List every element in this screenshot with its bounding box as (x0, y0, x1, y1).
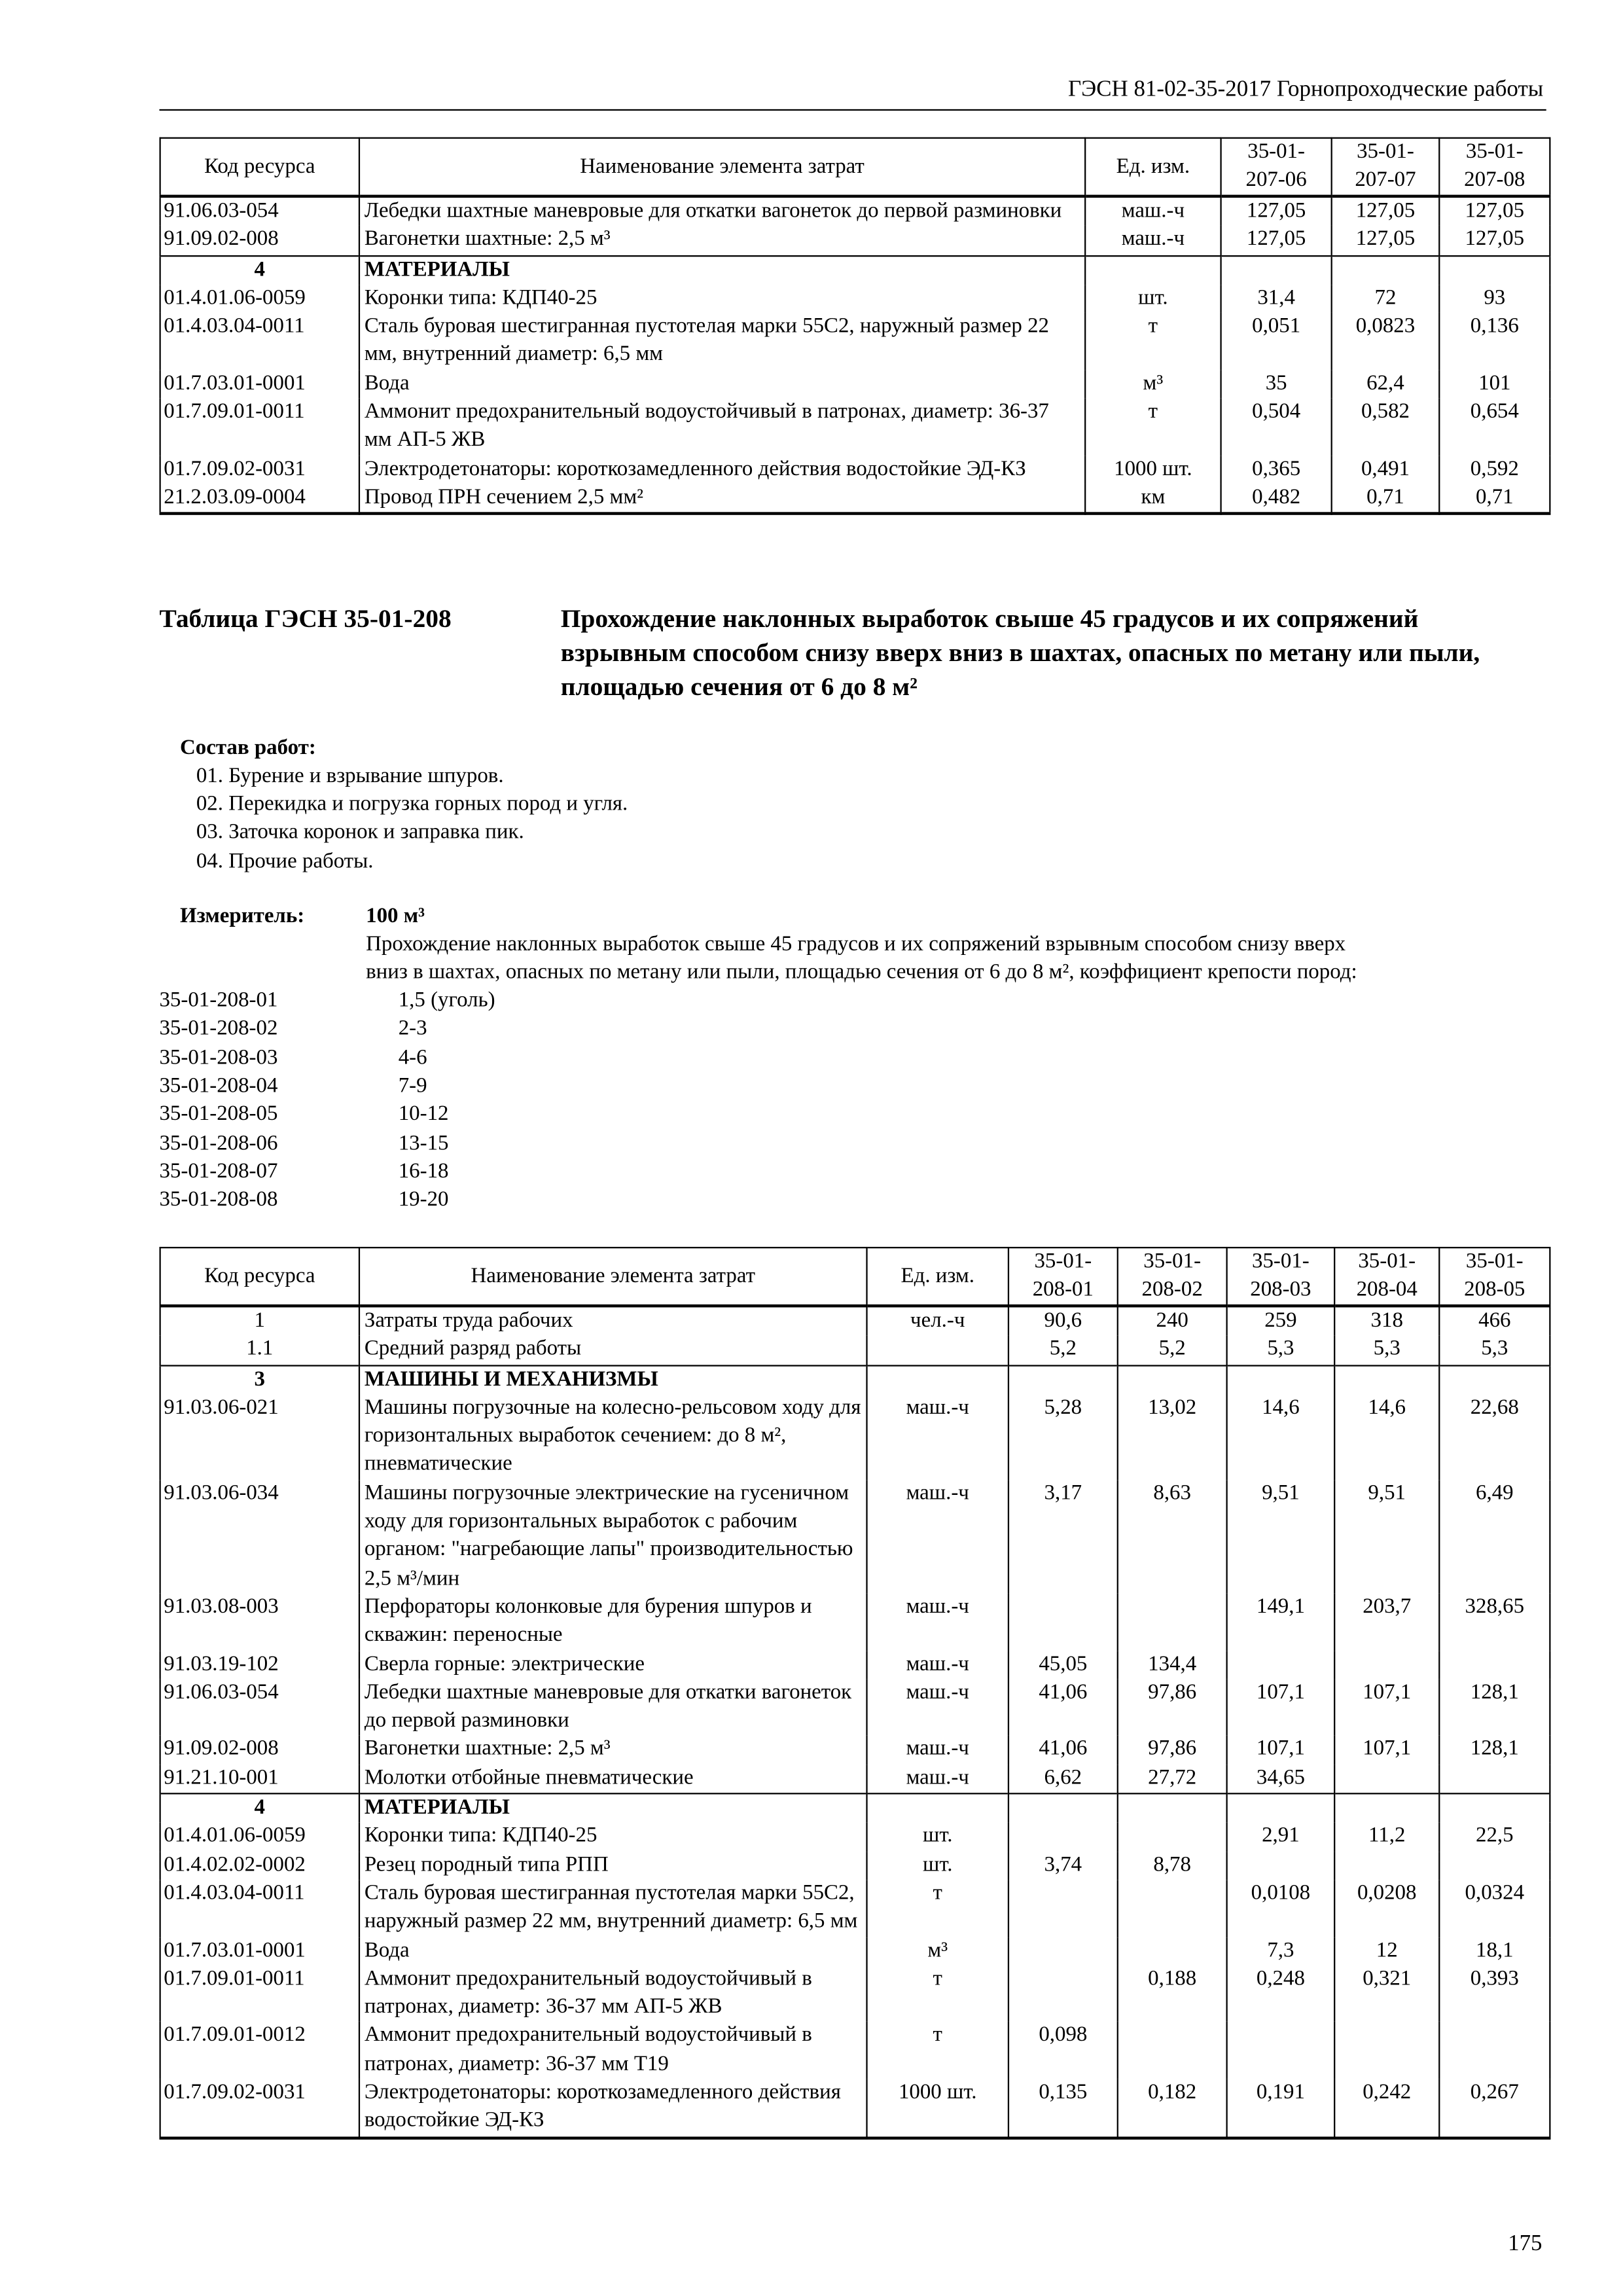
value-cell: 22,5 (1439, 1823, 1550, 1852)
table-row (160, 2022, 1550, 2079)
value-cell (1118, 1365, 1227, 1395)
unit: т (867, 2022, 1008, 2079)
resource-code: 91.06.03-054 (160, 1679, 359, 1736)
table-row (160, 1594, 1550, 1651)
work-step: 01. Бурение и взрывание шпуров. (196, 764, 504, 788)
value-cell (1227, 1365, 1335, 1395)
value-cell (1008, 1965, 1118, 2022)
header-row (160, 1247, 1550, 1306)
resource-name: Аммонит предохранительный водоустойчивый в патронах, диаметр: 36-37 мм АП-5 ЖВ (359, 399, 1085, 456)
value-cell: 0,393 (1439, 1965, 1550, 2022)
value-cell: 5,28 (1008, 1394, 1118, 1480)
table-row (160, 196, 1550, 226)
value-cell: 7,3 (1227, 1937, 1335, 1965)
value-cell: 127,05 (1332, 196, 1440, 226)
table-row (160, 399, 1550, 456)
value-cell: 0,321 (1334, 1965, 1439, 2022)
resource-code: 3 (160, 1365, 359, 1395)
measure-item-code: 35-01-208-04 (159, 1074, 278, 1098)
value-cell: 45,05 (1008, 1651, 1118, 1679)
unit: т (1085, 313, 1221, 370)
value-cell (1221, 255, 1332, 285)
value-cell: 0,242 (1334, 2079, 1439, 2138)
value-cell: 5,2 (1118, 1336, 1227, 1365)
resource-name: Перфораторы колонковые для бурения шпуров и скважин: переносные (359, 1594, 867, 1651)
resource-code: 01.7.09.02-0031 (160, 2079, 359, 2138)
value-cell: 0,491 (1332, 456, 1440, 484)
table-row (160, 1679, 1550, 1736)
column-header: 35-01- 207-08 (1439, 138, 1550, 196)
value-cell (1439, 1651, 1550, 1679)
measure-item-value: 2-3 (398, 1017, 427, 1041)
value-cell: 90,6 (1008, 1306, 1118, 1336)
value-cell: 0,188 (1118, 1965, 1227, 2022)
value-cell (1008, 1594, 1118, 1651)
table-row (160, 285, 1550, 314)
unit (867, 1365, 1008, 1395)
table-row (160, 1306, 1550, 1336)
column-header: Код ресурса (160, 1247, 359, 1306)
unit: маш.-ч (867, 1679, 1008, 1736)
value-cell: 41,06 (1008, 1736, 1118, 1765)
table-row (160, 1736, 1550, 1765)
resource-name: МАШИНЫ И МЕХАНИЗМЫ (359, 1365, 867, 1395)
resource-code: 91.03.19-102 (160, 1651, 359, 1679)
table-section (160, 196, 1550, 255)
work-step: 03. Заточка коронок и заправка пик. (196, 821, 524, 845)
value-cell: 127,05 (1221, 226, 1332, 256)
resource-name: Коронки типа: КДП40-25 (359, 1823, 867, 1852)
measure-description: вниз в шахтах, опасных по метану или пыли, площадью сечения от 6 до 8 м², коэффициент крепости пород: (366, 961, 1357, 985)
value-cell: 31,4 (1221, 285, 1332, 314)
resource-code: 01.7.09.02-0031 (160, 456, 359, 484)
page-number: 175 (1508, 2231, 1543, 2257)
value-cell: 0,0324 (1439, 1880, 1550, 1937)
value-cell: 0,248 (1227, 1965, 1335, 2022)
measure-item-value: 4-6 (398, 1045, 427, 1069)
table-row (160, 1937, 1550, 1965)
value-cell (1439, 1852, 1550, 1880)
resource-name: Сталь буровая шестигранная пустотелая марки 55С2, наружный размер 22 мм, внутренний диаметр: 6,5 мм (359, 1880, 867, 1937)
value-cell (1008, 1365, 1118, 1395)
resource-code: 01.4.03.04-0011 (160, 1880, 359, 1937)
value-cell: 0,182 (1118, 2079, 1227, 2138)
measure-item-code: 35-01-208-03 (159, 1045, 278, 1069)
resource-code: 91.09.02-008 (160, 226, 359, 256)
resource-code: 91.21.10-001 (160, 1765, 359, 1794)
measure-item-code: 35-01-208-08 (159, 1188, 278, 1212)
value-cell: 9,51 (1334, 1480, 1439, 1594)
resource-name: МАТЕРИАЛЫ (359, 255, 1085, 285)
value-cell: 107,1 (1227, 1679, 1335, 1736)
resource-name: Молотки отбойные пневматические (359, 1765, 867, 1794)
resource-name: Сверла горные: электрические (359, 1651, 867, 1679)
value-cell: 14,6 (1334, 1394, 1439, 1480)
value-cell: 97,86 (1118, 1736, 1227, 1765)
column-header: Наименование элемента затрат (359, 1247, 867, 1306)
table-row (160, 2079, 1550, 2138)
value-cell (1334, 1365, 1439, 1395)
value-cell: 240 (1118, 1306, 1227, 1336)
resource-code: 01.7.03.01-0001 (160, 1937, 359, 1965)
value-cell: 0,267 (1439, 2079, 1550, 2138)
unit: маш.-ч (867, 1394, 1008, 1480)
column-header: 35-01- 208-04 (1334, 1247, 1439, 1306)
work-step: 04. Прочие работы. (196, 849, 374, 873)
table-row (160, 456, 1550, 484)
section-header-row (160, 255, 1550, 285)
unit: км (1085, 484, 1221, 514)
table-header (160, 138, 1550, 196)
unit: чел.-ч (867, 1306, 1008, 1336)
value-cell: 9,51 (1227, 1480, 1335, 1594)
column-header: Код ресурса (160, 138, 359, 196)
value-cell: 5,3 (1334, 1336, 1439, 1365)
value-cell: 134,4 (1118, 1651, 1227, 1679)
value-cell: 0,654 (1439, 399, 1550, 456)
work-step: 02. Перекидка и погрузка горных пород и угля. (196, 793, 628, 817)
value-cell (1008, 1937, 1118, 1965)
table-row (160, 1880, 1550, 1937)
unit: 1000 шт. (867, 2079, 1008, 2138)
header-row (160, 138, 1550, 196)
value-cell (1439, 1365, 1550, 1395)
measure-item-value: 19-20 (398, 1188, 449, 1212)
resource-name: МАТЕРИАЛЫ (359, 1793, 867, 1823)
value-cell: 5,2 (1008, 1336, 1118, 1365)
value-cell: 0,504 (1221, 399, 1332, 456)
unit: маш.-ч (867, 1480, 1008, 1594)
column-header: 35-01- 208-01 (1008, 1247, 1118, 1306)
resource-code: 91.09.02-008 (160, 1736, 359, 1765)
value-cell: 0,0108 (1227, 1880, 1335, 1937)
value-cell: 0,365 (1221, 456, 1332, 484)
value-cell: 0,0208 (1334, 1880, 1439, 1937)
resource-name: Вода (359, 370, 1085, 399)
column-header: 35-01- 208-03 (1227, 1247, 1335, 1306)
table-row (160, 1336, 1550, 1365)
unit: 1000 шт. (1085, 456, 1221, 484)
unit: маш.-ч (867, 1765, 1008, 1794)
section-header-row (160, 1365, 1550, 1395)
table-row (160, 1823, 1550, 1852)
value-cell (1334, 1852, 1439, 1880)
section-header-row (160, 1793, 1550, 1823)
value-cell: 8,78 (1118, 1852, 1227, 1880)
value-cell: 0,582 (1332, 399, 1440, 456)
resource-code: 01.4.01.06-0059 (160, 1823, 359, 1852)
value-cell: 107,1 (1334, 1736, 1439, 1765)
resource-name: Вагонетки шахтные: 2,5 м³ (359, 1736, 867, 1765)
unit: т (867, 1880, 1008, 1937)
value-cell: 35 (1221, 370, 1332, 399)
resource-name: Вагонетки шахтные: 2,5 м³ (359, 226, 1085, 256)
resource-name: Аммонит предохранительный водоустойчивый в патронах, диаметр: 36-37 мм Т19 (359, 2022, 867, 2079)
resource-name: Электродетонаторы: короткозамедленного действия водостойкие ЭД-КЗ (359, 2079, 867, 2138)
value-cell: 0,098 (1008, 2022, 1118, 2079)
unit: маш.-ч (867, 1736, 1008, 1765)
column-header: 35-01- 207-06 (1221, 138, 1332, 196)
value-cell: 127,05 (1332, 226, 1440, 256)
value-cell: 14,6 (1227, 1394, 1335, 1480)
value-cell: 13,02 (1118, 1394, 1227, 1480)
column-header: Ед. изм. (867, 1247, 1008, 1306)
value-cell: 27,72 (1118, 1765, 1227, 1794)
value-cell: 34,65 (1227, 1765, 1335, 1794)
value-cell (1227, 1651, 1335, 1679)
value-cell: 3,74 (1008, 1852, 1118, 1880)
value-cell: 127,05 (1439, 226, 1550, 256)
work-composition-label: Состав работ: (180, 736, 316, 761)
resource-name: Средний разряд работы (359, 1336, 867, 1365)
value-cell (1118, 2022, 1227, 2079)
measure-value: 100 м³ (366, 905, 425, 929)
measure-item-value: 16-18 (398, 1159, 449, 1183)
value-cell (1332, 255, 1440, 285)
value-cell: 93 (1439, 285, 1550, 314)
value-cell: 127,05 (1439, 196, 1550, 226)
value-cell (1008, 1880, 1118, 1937)
table-row (160, 484, 1550, 514)
table-row (160, 1852, 1550, 1880)
resource-code: 1.1 (160, 1336, 359, 1365)
unit: т (1085, 399, 1221, 456)
value-cell: 0,051 (1221, 313, 1332, 370)
value-cell: 107,1 (1334, 1679, 1439, 1736)
value-cell (1118, 1937, 1227, 1965)
resource-name: Сталь буровая шестигранная пустотелая марки 55С2, наружный размер 22 мм, внутренний диаметр: 6,5 мм (359, 313, 1085, 370)
value-cell: 18,1 (1439, 1937, 1550, 1965)
table-title: Прохождение наклонных выработок свыше 45 градусов и их сопряжений взрывным способом снизу вверх вниз в шахтах, опасных по метану или пыли, площадью сечения от 6 до 8 м² (560, 603, 1480, 701)
unit: маш.-ч (867, 1651, 1008, 1679)
resource-table-207 (159, 137, 1550, 516)
resource-code: 91.03.06-034 (160, 1480, 359, 1594)
measure-item-code: 35-01-208-07 (159, 1159, 278, 1183)
value-cell (1008, 1793, 1118, 1823)
table-row (160, 1765, 1550, 1794)
resource-name: Резец породный типа РПП (359, 1852, 867, 1880)
resource-code: 4 (160, 1793, 359, 1823)
value-cell: 0,191 (1227, 2079, 1335, 2138)
value-cell: 0,71 (1332, 484, 1440, 514)
table-row (160, 1965, 1550, 2022)
running-header: ГЭСН 81-02-35-2017 Горнопроходческие работы (1067, 77, 1544, 102)
unit (867, 1336, 1008, 1365)
table-row (160, 313, 1550, 370)
resource-code: 01.7.09.01-0012 (160, 2022, 359, 2079)
value-cell (1227, 1852, 1335, 1880)
value-cell: 259 (1227, 1306, 1335, 1336)
column-header: Наименование элемента затрат (359, 138, 1085, 196)
table-row (160, 1394, 1550, 1480)
value-cell: 11,2 (1334, 1823, 1439, 1852)
unit: м³ (1085, 370, 1221, 399)
resource-name: Провод ПРН сечением 2,5 мм² (359, 484, 1085, 514)
value-cell: 0,482 (1221, 484, 1332, 514)
value-cell (1439, 1765, 1550, 1794)
value-cell: 0,135 (1008, 2079, 1118, 2138)
value-cell: 0,71 (1439, 484, 1550, 514)
value-cell (1008, 1823, 1118, 1852)
value-cell: 72 (1332, 285, 1440, 314)
value-cell: 62,4 (1332, 370, 1440, 399)
resource-code: 4 (160, 255, 359, 285)
value-cell: 107,1 (1227, 1736, 1335, 1765)
resource-code: 1 (160, 1306, 359, 1336)
value-cell (1334, 1651, 1439, 1679)
resource-name: Лебедки шахтные маневровые для откатки вагонеток до первой разминовки (359, 1679, 867, 1736)
unit: маш.-ч (1085, 196, 1221, 226)
unit: шт. (867, 1852, 1008, 1880)
measure-item-value: 10-12 (398, 1102, 449, 1126)
unit: маш.-ч (867, 1594, 1008, 1651)
value-cell: 0,136 (1439, 313, 1550, 370)
value-cell: 5,3 (1439, 1336, 1550, 1365)
value-cell (1118, 1793, 1227, 1823)
resource-name: Вода (359, 1937, 867, 1965)
table-label: Таблица ГЭСН 35-01-208 (159, 603, 452, 634)
unit: шт. (867, 1823, 1008, 1852)
value-cell (1227, 2022, 1335, 2079)
table-row (160, 226, 1550, 256)
value-cell: 6,62 (1008, 1765, 1118, 1794)
table-header (160, 1247, 1550, 1306)
resource-code: 91.03.08-003 (160, 1594, 359, 1651)
unit (1085, 255, 1221, 285)
value-cell: 12 (1334, 1937, 1439, 1965)
resource-name: Электродетонаторы: короткозамедленного действия водостойкие ЭД-КЗ (359, 456, 1085, 484)
value-cell (1334, 1765, 1439, 1794)
table-row (160, 1651, 1550, 1679)
value-cell: 0,0823 (1332, 313, 1440, 370)
table-section (160, 255, 1550, 514)
resource-name: Машины погрузочные электрические на гусеничном ходу для горизонтальных выработок с рабочим органом: "нагребающие лапы" производительностью 2,5 м³/мин (359, 1480, 867, 1594)
resource-code: 01.4.03.04-0011 (160, 313, 359, 370)
table-section (160, 1793, 1550, 2137)
unit: т (867, 1965, 1008, 2022)
measure-item-code: 35-01-208-05 (159, 1102, 278, 1126)
value-cell (1439, 1793, 1550, 1823)
resource-code: 01.4.01.06-0059 (160, 285, 359, 314)
unit: м³ (867, 1937, 1008, 1965)
value-cell: 203,7 (1334, 1594, 1439, 1651)
value-cell: 101 (1439, 370, 1550, 399)
value-cell: 41,06 (1008, 1679, 1118, 1736)
measure-item-value: 1,5 (уголь) (398, 988, 495, 1013)
column-header: 35-01- 207-07 (1332, 138, 1440, 196)
resource-code: 01.7.09.01-0011 (160, 399, 359, 456)
resource-name: Коронки типа: КДП40-25 (359, 285, 1085, 314)
resource-name: Аммонит предохранительный водоустойчивый в патронах, диаметр: 36-37 мм АП-5 ЖВ (359, 1965, 867, 2022)
value-cell: 128,1 (1439, 1736, 1550, 1765)
value-cell (1118, 1823, 1227, 1852)
resource-name: Лебедки шахтные маневровые для откатки вагонеток до первой разминовки (359, 196, 1085, 226)
resource-code: 01.7.09.01-0011 (160, 1965, 359, 2022)
resource-name: Машины погрузочные на колесно-рельсовом ходу для горизонтальных выработок сечением: до 8 м², пневматические (359, 1394, 867, 1480)
value-cell (1439, 255, 1550, 285)
value-cell: 97,86 (1118, 1679, 1227, 1736)
measure-item-value: 7-9 (398, 1074, 427, 1098)
column-header: 35-01- 208-05 (1439, 1247, 1550, 1306)
resource-code: 91.06.03-054 (160, 196, 359, 226)
value-cell: 328,65 (1439, 1594, 1550, 1651)
unit: шт. (1085, 285, 1221, 314)
column-header: Ед. изм. (1085, 138, 1221, 196)
resource-name: Затраты труда рабочих (359, 1306, 867, 1336)
value-cell: 466 (1439, 1306, 1550, 1336)
header-divider (159, 109, 1546, 111)
unit: маш.-ч (1085, 226, 1221, 256)
column-header: 35-01- 208-02 (1118, 1247, 1227, 1306)
table-row (160, 1480, 1550, 1594)
resource-code: 21.2.03.09-0004 (160, 484, 359, 514)
value-cell: 0,592 (1439, 456, 1550, 484)
measure-item-code: 35-01-208-06 (159, 1131, 278, 1155)
value-cell (1227, 1793, 1335, 1823)
table-row (160, 370, 1550, 399)
value-cell: 318 (1334, 1306, 1439, 1336)
resource-code: 01.4.02.02-0002 (160, 1852, 359, 1880)
value-cell: 2,91 (1227, 1823, 1335, 1852)
resource-code: 91.03.06-021 (160, 1394, 359, 1480)
value-cell (1334, 1793, 1439, 1823)
value-cell (1118, 1594, 1227, 1651)
value-cell: 5,3 (1227, 1336, 1335, 1365)
measure-description: Прохождение наклонных выработок свыше 45 градусов и их сопряжений взрывным способом снизу вверх (366, 932, 1346, 956)
unit (867, 1793, 1008, 1823)
value-cell: 8,63 (1118, 1480, 1227, 1594)
measure-item-value: 13-15 (398, 1131, 449, 1155)
value-cell: 6,49 (1439, 1480, 1550, 1594)
value-cell: 3,17 (1008, 1480, 1118, 1594)
value-cell: 22,68 (1439, 1394, 1550, 1480)
measure-label: Измеритель: (180, 905, 305, 929)
value-cell (1439, 2022, 1550, 2079)
value-cell: 127,05 (1221, 196, 1332, 226)
value-cell (1118, 1880, 1227, 1937)
value-cell (1334, 2022, 1439, 2079)
value-cell: 149,1 (1227, 1594, 1335, 1651)
resource-code: 01.7.03.01-0001 (160, 370, 359, 399)
value-cell: 128,1 (1439, 1679, 1550, 1736)
table-section (160, 1365, 1550, 1794)
table-section (160, 1306, 1550, 1365)
resource-table-208 (159, 1247, 1550, 2139)
measure-item-code: 35-01-208-01 (159, 988, 278, 1013)
measure-item-code: 35-01-208-02 (159, 1017, 278, 1041)
